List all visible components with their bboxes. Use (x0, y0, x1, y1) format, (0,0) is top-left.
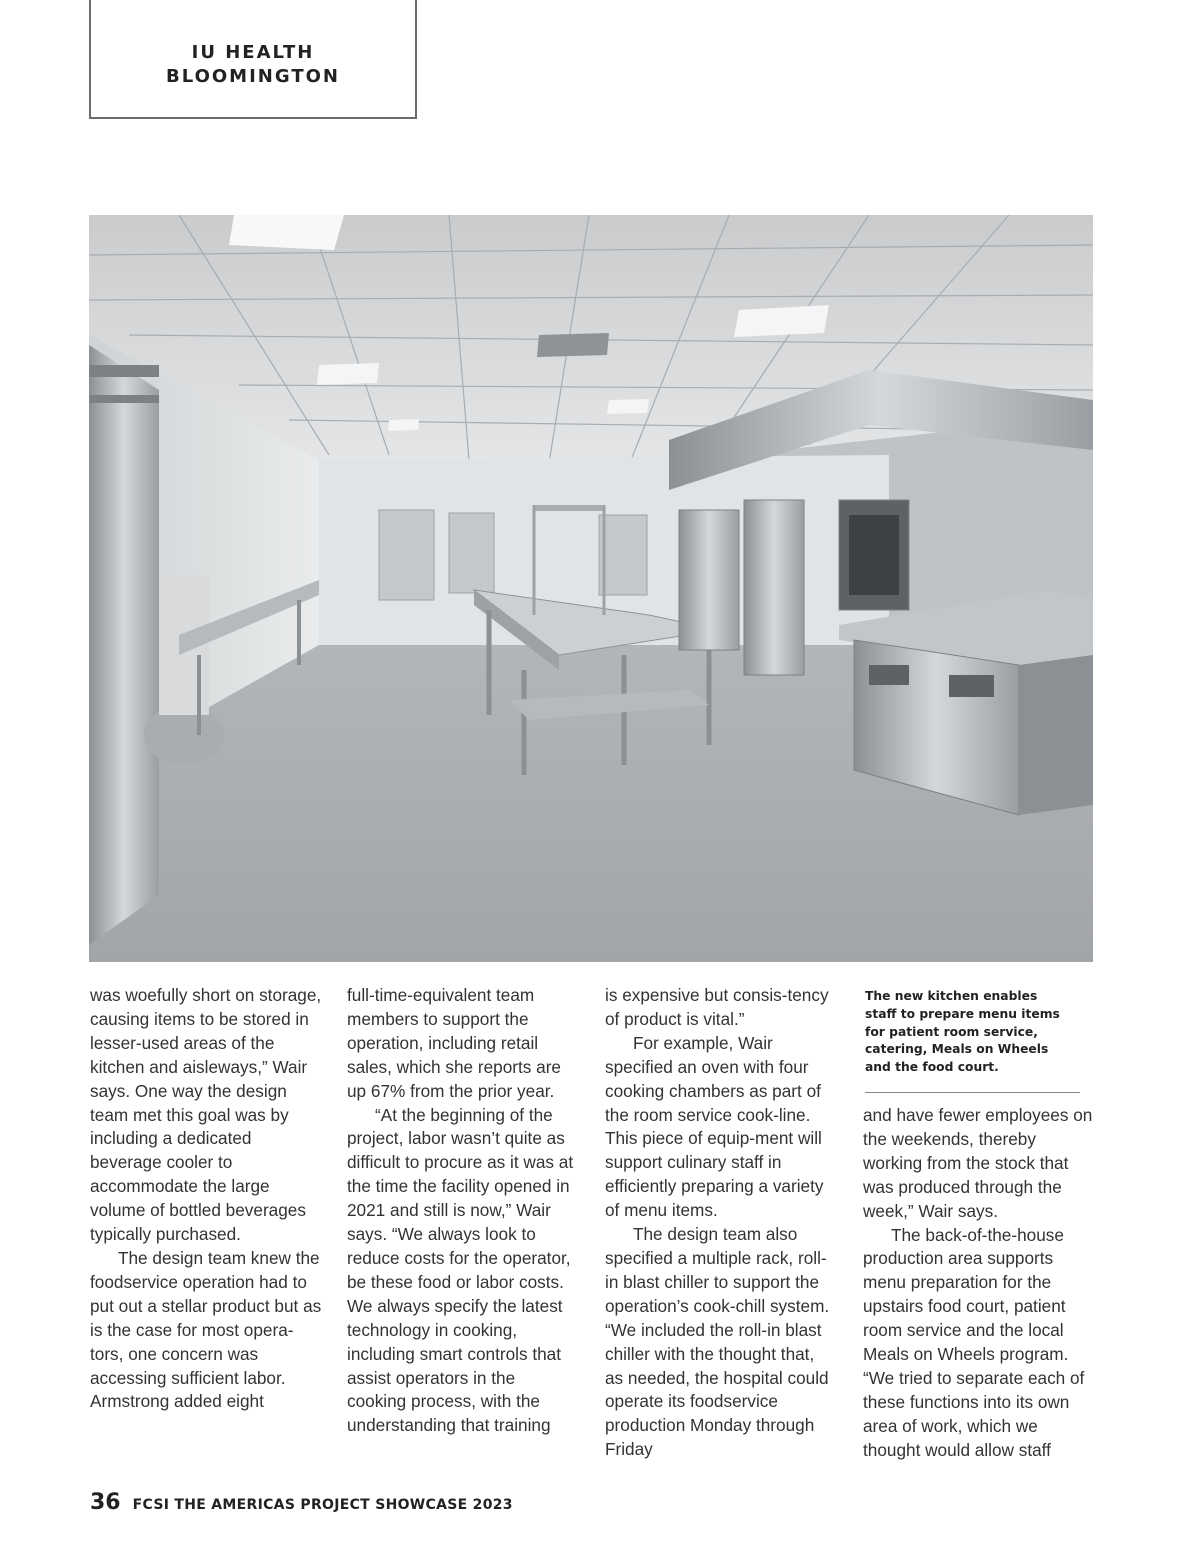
paragraph: is expensive but consis-tency of product is vital.” (605, 985, 829, 1029)
paragraph: The design team also specified a multiple rack, roll-in blast chiller to support the operation’s cook-chill system. “We included the roll-in blast chiller with the thought that, as needed, the hospital could operate its foodservice production Monday through Friday (605, 1224, 830, 1460)
caption-divider (865, 1092, 1080, 1093)
text-column-1 (90, 984, 322, 1414)
paragraph: “At the beginning of the project, labor wasn’t quite as difficult to procure as it was at the time the facility opened in 2021 and still is now,” Wair says. “We always look to reduce costs for the operator, be these food or labor costs. We always specify the latest technology in cooking, including smart controls that assist operators in the cooking process, with the understanding that training (347, 1104, 574, 1436)
paragraph: full-time-equivalent team members to support the operation, including retail sales, which she reports are up 67% from the prior year. (347, 985, 561, 1101)
publication-title: FCSI THE AMERICAS PROJECT SHOWCASE 2023 (132, 1497, 513, 1513)
text-column-3 (605, 984, 837, 1462)
text-column-4 (863, 1104, 1095, 1463)
section-tag-line1: IU HEALTH (191, 41, 315, 63)
kitchen-photo (89, 215, 1093, 962)
paragraph: For example, Wair specified an oven with four cooking chambers as part of the room service cook-line. This piece of equip-ment will support culinary staff in efficiently preparing a variety of menu items. (605, 1032, 824, 1221)
paragraph: and have fewer employees on the weekends, thereby working from the stock that was produced through the week,” Wair says. (863, 1105, 1093, 1221)
text-column-2 (347, 984, 579, 1438)
paragraph: The back-of-the-house production area supports menu preparation for the upstairs food court, patient room service and the local Meals on Wheels program. “We tried to separate each of these functions into its own area of work, which we thought would allow staff (863, 1224, 1085, 1460)
page-footer (90, 1490, 513, 1515)
photo-caption: The new kitchen enables staff to prepare menu items for patient room service, catering, Meals on Wheels and the food court. (865, 989, 1060, 1075)
section-tag-line2: BLOOMINGTON (166, 65, 340, 87)
kitchen-photo-icon (89, 215, 1093, 962)
paragraph: was woefully short on storage, causing items to be stored in lesser-used areas of the kitchen and aisleways,” Wair says. One way the design team met this goal was by including a dedicated beverage cooler to accommodate the large volume of bottled beverages typically purchased. (90, 985, 322, 1245)
page-number: 36 (90, 1490, 121, 1515)
section-tag (89, 0, 417, 119)
paragraph: The design team knew the foodservice operation had to put out a stellar product but as is the case for most opera-tors, one concern was accessing sufficient labor. Armstrong added eight (90, 1247, 322, 1412)
